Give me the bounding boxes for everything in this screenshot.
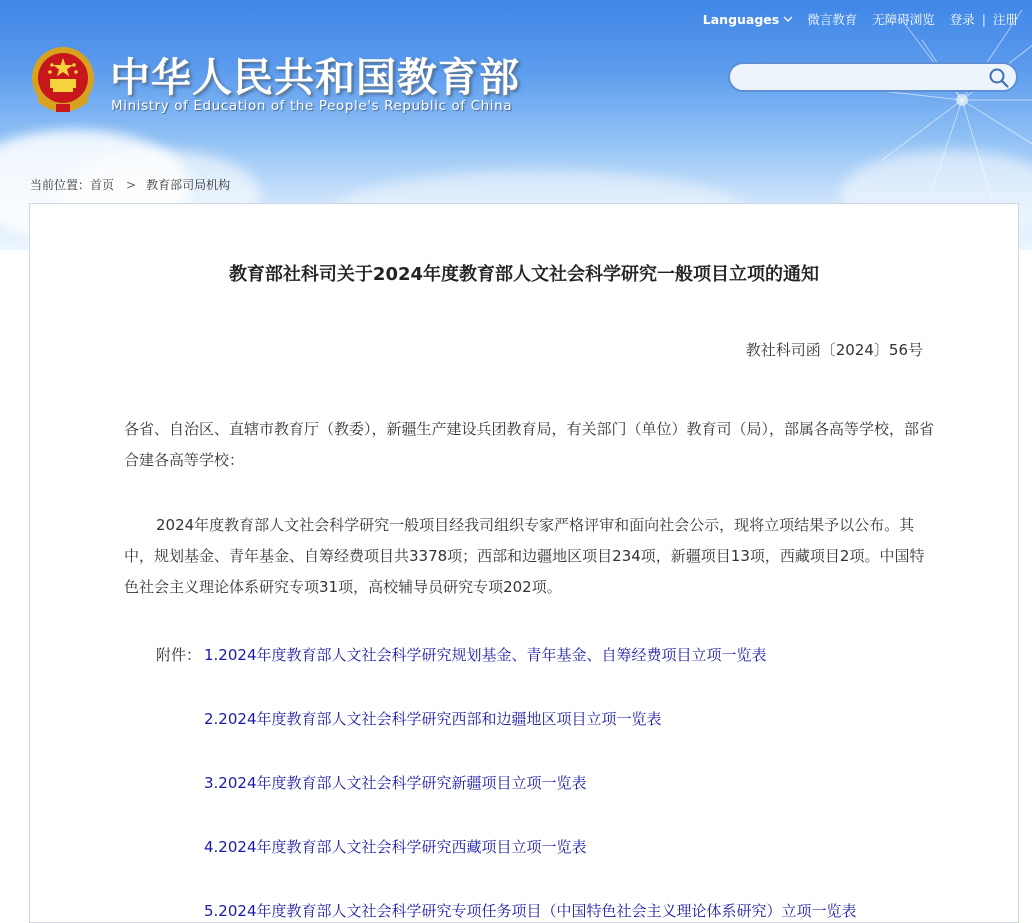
languages-menu[interactable] xyxy=(703,12,793,27)
site-title-chinese[interactable]: 中华人民共和国教育部 xyxy=(110,55,520,101)
weibo-link[interactable]: 微言教育 xyxy=(807,12,858,27)
attachment-link-2[interactable]: 2.2024年度教育部人文社会科学研究西部和边疆地区项目立项一览表 xyxy=(204,710,662,728)
search-input[interactable] xyxy=(744,67,988,89)
search-icon[interactable] xyxy=(988,67,1010,89)
attachment-link-4[interactable]: 4.2024年度教育部人文社会科学研究西藏项目立项一览表 xyxy=(204,838,587,856)
chevron-down-icon xyxy=(783,16,793,23)
dandelion-decoration xyxy=(722,10,1032,210)
login-link[interactable]: 登录 xyxy=(949,12,975,27)
attachments-label: 附件： xyxy=(156,646,202,664)
article-paragraph: 2024年度教育部人文社会科学研究一般项目经我司组织专家严格评审和面向社会公示，现将立项结果予以公布。其中，规划基金、青年基金、自筹经费项目共3378项；西部和边疆地区项目234项，新疆项目13项，西藏项目2项。中国特色社会主义理论体系研究专项31项，高校辅导员研究专项202项。 xyxy=(124,516,925,596)
register-link[interactable]: 注册 xyxy=(992,12,1018,27)
article-title: 教育部社科司关于2024年度教育部人文社会科学研究一般项目立项的通知 xyxy=(228,264,820,285)
breadcrumb-prefix: 当前位置： xyxy=(30,178,91,192)
accessibility-link[interactable]: 无障碍浏览 xyxy=(872,12,935,27)
site-title-english: Ministry of Education of the People's Republic of China xyxy=(111,98,513,114)
document-number: 教社科司函〔2024〕56号 xyxy=(745,341,923,359)
national-emblem-icon[interactable] xyxy=(28,44,98,116)
breadcrumb-current-link[interactable]: 教育部司局机构 xyxy=(146,178,231,192)
top-links xyxy=(703,10,1018,28)
chevron-right-icon: > xyxy=(126,177,137,192)
article-paragraph: 各省、自治区、直辖市教育厅（教委），新疆生产建设兵团教育局，有关部门（单位）教育司（局），部属各高等学校，部省合建各高等学校： xyxy=(124,420,935,469)
attachment-link-5[interactable]: 5.2024年度教育部人文社会科学研究专项任务项目（中国特色社会主义理论体系研究）立项一览表 xyxy=(204,902,857,920)
breadcrumb xyxy=(30,176,230,193)
attachment-link-3[interactable]: 3.2024年度教育部人文社会科学研究新疆项目立项一览表 xyxy=(204,774,587,792)
article-container xyxy=(29,203,1019,923)
link-divider: | xyxy=(981,11,986,27)
attachment-link-1[interactable]: 1.2024年度教育部人文社会科学研究规划基金、青年基金、自筹经费项目立项一览表 xyxy=(204,646,767,664)
languages-label: Languages xyxy=(702,11,780,27)
breadcrumb-home-link[interactable]: 首页 xyxy=(90,178,115,192)
search-box xyxy=(728,62,1018,92)
